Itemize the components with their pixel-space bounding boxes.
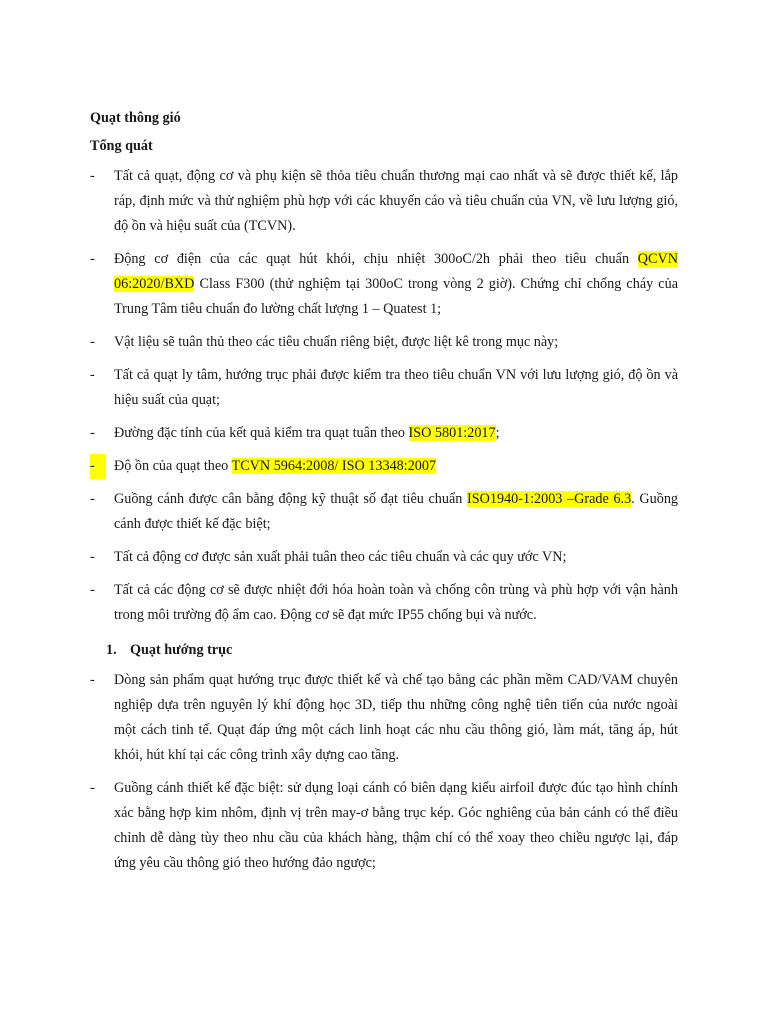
list-item (90, 421, 678, 446)
list-item-text: Động cơ điện của các quạt hút khói, chịu nhiệt 300oC/2h phải theo tiêu chuẩn QCVN 06:2020/BXD Class F300 (thử nghiệm tại 300oC trong vòng 2 giờ). Chứng chỉ chống cháy của Trung Tâm tiêu chuẩn đo lường chất lượng 1 – Quatest 1; (114, 251, 678, 317)
list-item (90, 363, 678, 413)
list-item (90, 545, 678, 570)
list-item-text: Độ ồn của quạt theo TCVN 5964:2008/ ISO 13348:2007 (114, 458, 437, 474)
highlighted-standard: QCVN 06:2020/BXD (114, 251, 678, 292)
section-title: Quạt hướng trục (130, 642, 233, 658)
section-number: 1. (106, 642, 117, 658)
highlighted-standard: ISO 5801:2017 (408, 425, 496, 441)
list-item (90, 330, 678, 355)
section-heading (106, 636, 678, 664)
section-subtitle: Tổng quát (90, 138, 153, 154)
bullet-dash: - (90, 549, 95, 565)
document-body (90, 104, 678, 884)
list-item (90, 487, 678, 537)
bullet-dash: - (90, 334, 95, 350)
highlighted-standard: TCVN 5964:2008/ ISO 13348:2007 (231, 458, 437, 474)
bullet-dash: - (90, 425, 95, 441)
bullet-dash: - (90, 454, 106, 479)
list-item (90, 164, 678, 239)
list-item-text: Vật liệu sẽ tuân thủ theo các tiêu chuẩn riêng biệt, được liệt kê trong mục này; (114, 334, 559, 350)
list-item-text: Đường đặc tính của kết quả kiểm tra quạt tuân theo ISO 5801:2017; (114, 425, 500, 441)
bullet-dash: - (90, 491, 95, 507)
list-item-text: Tất cả quạt ly tâm, hướng trục phải được kiểm tra theo tiêu chuẩn VN với lưu lượng gió, độ ồn và hiệu suất của quạt; (114, 367, 678, 408)
document-title: Quạt thông gió (90, 110, 181, 126)
bullet-dash: - (90, 367, 95, 383)
list-item-text: Tất cả các động cơ sẽ được nhiệt đới hóa hoàn toàn và chống côn trùng và phù hợp với vận hành trong môi trường độ ẩm cao. Động cơ sẽ đạt mức IP55 chống bụi và nước. (114, 582, 678, 623)
bullet-dash: - (90, 251, 95, 267)
list-item (90, 668, 678, 768)
bullet-dash: - (90, 780, 95, 796)
bullet-dash: - (90, 582, 95, 598)
list-item (90, 776, 678, 876)
list-item (90, 454, 678, 479)
list-item-text: Guồng cánh được cân bằng động kỹ thuật số đạt tiêu chuẩn ISO1940-1:2003 –Grade 6.3. Guồng cánh được thiết kế đặc biệt; (114, 491, 679, 532)
list-item (90, 578, 678, 628)
list-item-text: Tất cả quạt, động cơ và phụ kiện sẽ thỏa tiêu chuẩn thương mại cao nhất và sẽ được thiết kế, lắp ráp, định mức và thử nghiệm phù hợp với các khuyến cáo và tiêu chuẩn của VN, về lưu lượng gió, độ ồn và hiệu suất của (TCVN). (114, 168, 678, 234)
bullet-dash: - (90, 168, 95, 184)
list-item-text: Dòng sản phẩm quạt hướng trục được thiết kế và chế tạo bằng các phần mềm CAD/VAM chuyên nghiệp dựa trên nguyên lý khí động học 3D, tiếp thu những công nghệ tiên tiến của nước ngoài một cách tinh tế. Quạt đáp ứng một cách linh hoạt các nhu cầu thông gió, làm mát, tăng áp, hút khói, hút khí tại các công trình xây dựng cao tầng. (114, 672, 678, 763)
bullet-dash: - (90, 672, 95, 688)
list-item-text: Guồng cánh thiết kế đặc biệt: sử dụng loại cánh có biên dạng kiểu airfoil được đúc tạo hình chính xác bằng hợp kim nhôm, định vị trên may-ơ bằng trục kép. Góc nghiêng của bản cánh có thể điều chỉnh dễ dàng tùy theo nhu cầu của khách hàng, thậm chí có thể xoay theo chiều ngược lại, đáp ứng yêu cầu thông gió theo hướng đảo ngược; (114, 780, 678, 871)
list-item (90, 247, 678, 322)
list-item-text: Tất cả động cơ được sản xuất phải tuân theo các tiêu chuẩn và các quy ước VN; (114, 549, 567, 565)
highlighted-standard: ISO1940-1:2003 –Grade 6.3 (467, 491, 632, 507)
